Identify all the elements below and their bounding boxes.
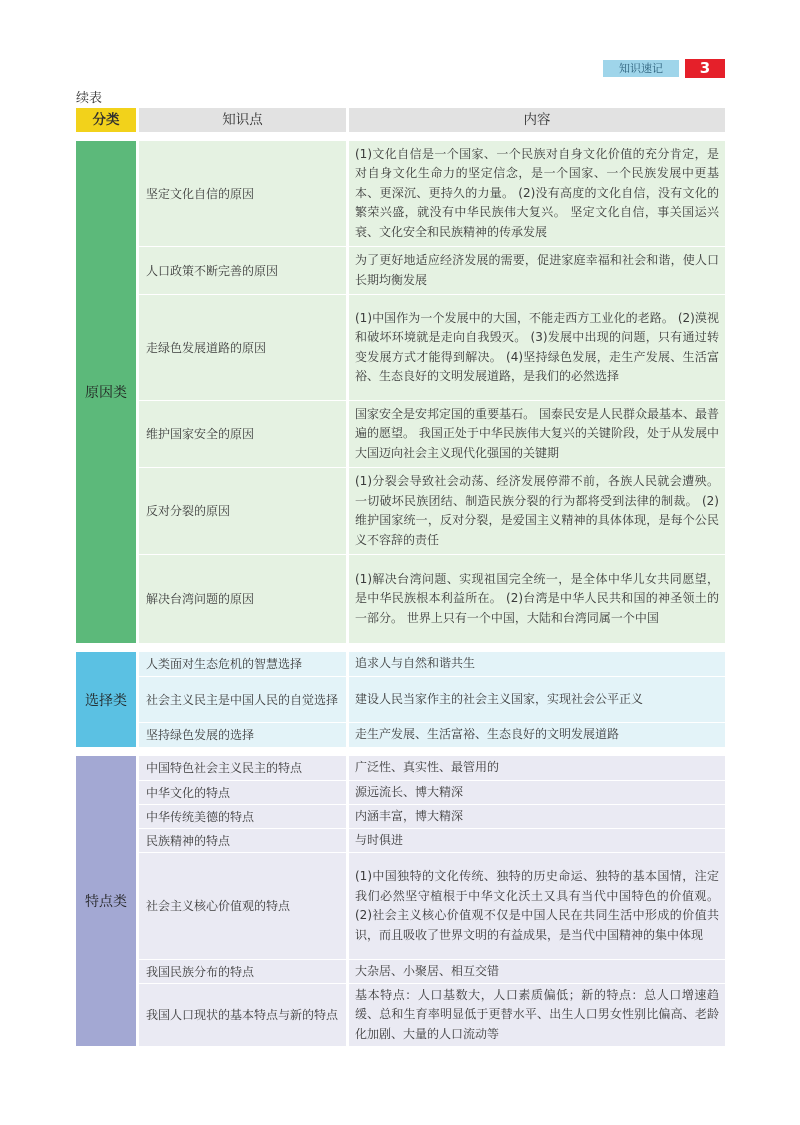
knowledge-point: 走绿色发展道路的原因: [139, 295, 346, 400]
category-choice: 选择类: [76, 652, 136, 747]
content-cell: (1)解决台湾问题、实现祖国完全统一，是全体中华儿女共同愿望，是中华民族根本利益所在。 (2)台湾是中华人民共和国的神圣领土的一部分。 世界上只有一个中国，大陆和台湾同属一个中国: [349, 555, 725, 643]
table-row: [139, 781, 725, 804]
knowledge-point: 社会主义民主是中国人民的自觉选择: [139, 677, 346, 722]
knowledge-point: 中华传统美德的特点: [139, 805, 346, 828]
knowledge-point: 中华文化的特点: [139, 781, 346, 804]
content-cell: 为了更好地适应经济发展的需要，促进家庭幸福和社会和谐，使人口长期均衡发展: [349, 247, 725, 294]
category-reason: 原因类: [76, 141, 136, 643]
table-row: [139, 247, 725, 294]
content-cell: 建设人民当家作主的社会主义国家，实现社会公平正义: [349, 677, 725, 722]
table-row: [139, 805, 725, 828]
table-row: [139, 141, 725, 246]
content-cell: 国家安全是安邦定国的重要基石。 国泰民安是人民群众最基本、最普遍的愿望。 我国正处于中华民族伟大复兴的关键阶段，处于从发展中大国迈向社会主义现代化强国的关键期: [349, 401, 725, 467]
knowledge-point: 坚持绿色发展的选择: [139, 723, 346, 747]
knowledge-point: 人口政策不断完善的原因: [139, 247, 346, 294]
content-cell: (1)分裂会导致社会动荡、经济发展停滞不前，各族人民就会遭殃。 一切破坏民族团结、制造民族分裂的行为都将受到法律的制裁。 (2)维护国家统一，反对分裂，是爱国主义精神的具体体现，是每个公民义不容辞的责任: [349, 468, 725, 554]
knowledge-point: 反对分裂的原因: [139, 468, 346, 554]
table-row: [139, 984, 725, 1046]
content-cell: 大杂居、小聚居、相互交错: [349, 960, 725, 983]
content-cell: 广泛性、真实性、最管用的: [349, 756, 725, 780]
table-row: [139, 555, 725, 643]
table-row: [139, 401, 725, 467]
knowledge-point: 我国人口现状的基本特点与新的特点: [139, 984, 346, 1046]
content-cell: 源远流长、博大精深: [349, 781, 725, 804]
column-header-category: 分类: [76, 108, 136, 132]
page-number: 3: [685, 59, 725, 78]
content-cell: (1)文化自信是一个国家、一个民族对自身文化价值的充分肯定，是对自身文化生命力的坚定信念，是一个国家、一个民族发展中更基本、更深沉、更持久的力量。 (2)没有高度的文化自信，没有文化的繁荣兴盛，就没有中华民族伟大复兴。 坚定文化自信，事关国运兴衰、文化安全和民族精神的传承发展: [349, 141, 725, 246]
knowledge-point: 解决台湾问题的原因: [139, 555, 346, 643]
table-row: [139, 829, 725, 852]
column-header-knowledge-point: 知识点: [139, 108, 346, 132]
knowledge-point: 维护国家安全的原因: [139, 401, 346, 467]
content-cell: 基本特点：人口基数大，人口素质偏低；新的特点：总人口增速趋缓、总和生育率明显低于更替水平、出生人口男女性别比偏高、老龄化加剧、大量的人口流动等: [349, 984, 725, 1046]
column-header-content: 内容: [349, 108, 725, 132]
knowledge-point: 社会主义核心价值观的特点: [139, 853, 346, 959]
content-cell: 与时俱进: [349, 829, 725, 852]
section-tag: 知识速记: [603, 60, 679, 77]
knowledge-point: 我国民族分布的特点: [139, 960, 346, 983]
table-row: [139, 468, 725, 554]
table-row: [139, 723, 725, 747]
table-row: [139, 853, 725, 959]
category-feature: 特点类: [76, 756, 136, 1046]
content-cell: (1)中国独特的文化传统、独特的历史命运、独特的基本国情，注定我们必然坚守植根于中华文化沃土又具有当代中国特色的价值观。 (2)社会主义核心价值观不仅是中国人民在共同生活中形成的价值共识，而且吸收了世界文明的有益成果，是当代中国精神的集中体现: [349, 853, 725, 959]
knowledge-point: 民族精神的特点: [139, 829, 346, 852]
content-cell: (1)中国作为一个发展中的大国，不能走西方工业化的老路。 (2)漠视和破坏环境就是走向自我毁灭。 (3)发展中出现的问题，只有通过转变发展方式才能得到解决。 (4)坚持绿色发展，走生产发展、生活富裕、生态良好的文明发展道路，是我们的必然选择: [349, 295, 725, 400]
knowledge-point: 坚定文化自信的原因: [139, 141, 346, 246]
table-row: [139, 756, 725, 780]
knowledge-point: 人类面对生态危机的智慧选择: [139, 652, 346, 676]
table-row: [139, 652, 725, 676]
knowledge-point: 中国特色社会主义民主的特点: [139, 756, 346, 780]
content-cell: 内涵丰富，博大精深: [349, 805, 725, 828]
table-row: [139, 960, 725, 983]
table-row: [139, 295, 725, 400]
content-cell: 追求人与自然和谐共生: [349, 652, 725, 676]
content-cell: 走生产发展、生活富裕、生态良好的文明发展道路: [349, 723, 725, 747]
continued-label: 续表: [76, 91, 103, 106]
table-row: [139, 677, 725, 722]
